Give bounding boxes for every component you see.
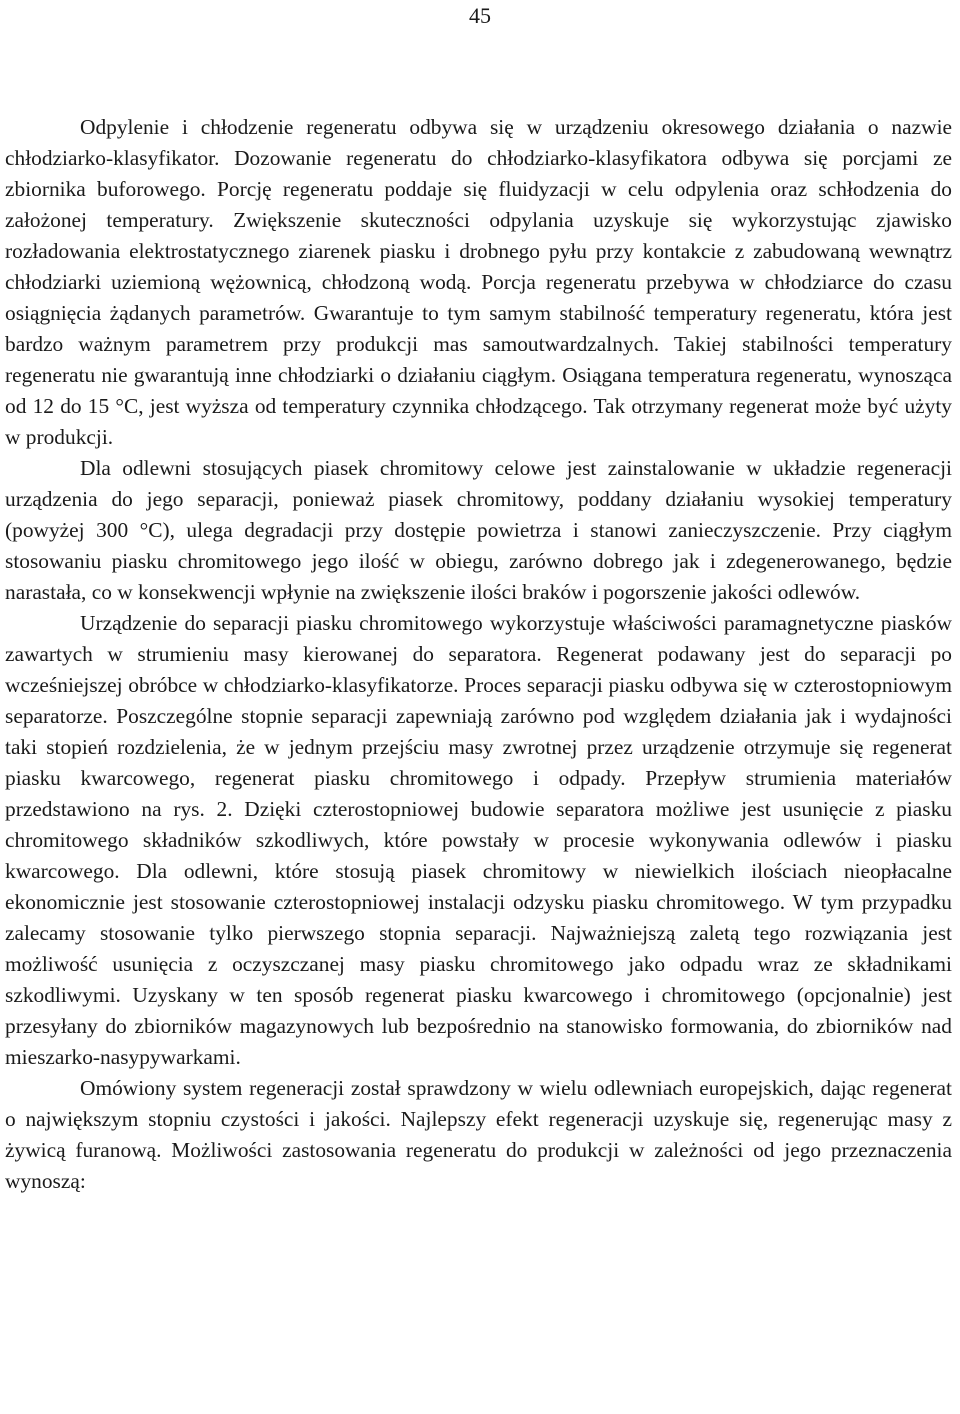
paragraph: Urządzenie do separacji piasku chromitowego wykorzystuje właściwości paramagnetyczne piasków zawartych w strumieniu masy kierowanej do separatora. Regenerat podawany jest do separacji po wcześniejszej obróbce w chłodziarko-klasyfikatorze. Proces separacji piasku odbywa się w czterostopniowym separatorze. Poszczególne stopnie separacji zapewniają zarówno pod względem działania jak i wydajności taki stopień rozdzielenia, że w jednym przejściu masy zwrotnej przez urządzenie otrzymuje się regenerat piasku kwarcowego, regenerat piasku chromitowego i odpady. Przepływ strumienia materiałów przedstawiono na rys. 2. Dzięki czterostopniowej budowie separatora możliwe jest usunięcie z piasku chromitowego składników szkodliwych, które powstały w procesie wykonywania odlewów i piasku kwarcowego. Dla odlewni, które stosują piasek chromitowy w niewielkich ilościach nieopłacalne ekonomicznie jest stosowanie czterostopniowej instalacji odzysku piasku chromitowego. W tym przypadku zalecamy stosowanie tylko pierwszego stopnia separacji. Najważniejszą zaletą tego rozwiązania jest możliwość usunięcia z oczyszczanej masy piasku chromitowego jako odpadu wraz ze składnikami szkodliwymi. Uzyskany w ten sposób regenerat piasku kwarcowego i chromitowego (opcjonalnie) jest przesyłany do zbiorników magazynowych lub bezpośrednio na stanowisko formowania, do zbiorników nad mieszarko-nasypywarkami. [5, 611, 952, 1069]
page-number: 45 [469, 3, 491, 28]
paragraph: Dla odlewni stosujących piasek chromitowy celowe jest zainstalowanie w układzie regeneracji urządzenia do jego separacji, ponieważ piasek chromitowy, poddany działaniu wysokiej temperatury (powyżej 300 °C), ulega degradacji przy dostępie powietrza i stanowi zanieczyszczenie. Przy ciągłym stosowaniu piasku chromitowego jego ilość w obiegu, zarówno dobrego jak i zdegenerowanego, będzie narastała, co w konsekwencji wpłynie na zwiększenie ilości braków i pogorszenie jakości odlewów. [5, 456, 952, 604]
paragraph: Odpylenie i chłodzenie regeneratu odbywa się w urządzeniu okresowego działania o nazwie chłodziarko-klasyfikator. Dozowanie regeneratu do chłodziarko-klasyfikatora odbywa się porcjami ze zbiornika buforowego. Porcję regeneratu poddaje się fluidyzacji w celu odpylenia oraz schłodzenia do założonej temperatury. Zwiększenie skuteczności odpylania uzyskuje się wykorzystując zjawisko rozładowania elektrostatycznego ziarenek piasku i drobnego pyłu przy kontakcie z zabudowaną wewnątrz chłodziarki uziemioną wężownicą, chłodzoną wodą. Porcja regeneratu przebywa w chłodziarce do czasu osiągnięcia żądanych parametrów. Gwarantuje to tym samym stabilność temperatury regeneratu, która jest bardzo ważnym parametrem przy produkcji mas samoutwardzalnych. Takiej stabilności temperatury regeneratu nie gwarantują inne chłodziarki o działaniu ciągłym. Osiągana temperatura regeneratu, wynosząca od 12 do 15 °C, jest wyższa od temperatury czynnika chłodzącego. Tak otrzymany regenerat może być użyty w produkcji. [5, 115, 952, 449]
body-text [5, 112, 952, 1197]
paragraph: Omówiony system regeneracji został sprawdzony w wielu odlewniach europejskich, dając regenerat o największym stopniu czystości i jakości. Najlepszy efekt regeneracji uzyskuje się, regenerując masy z żywicą furanową. Możliwości zastosowania regeneratu do produkcji w zależności od jego przeznaczenia wynoszą: [5, 1076, 952, 1193]
